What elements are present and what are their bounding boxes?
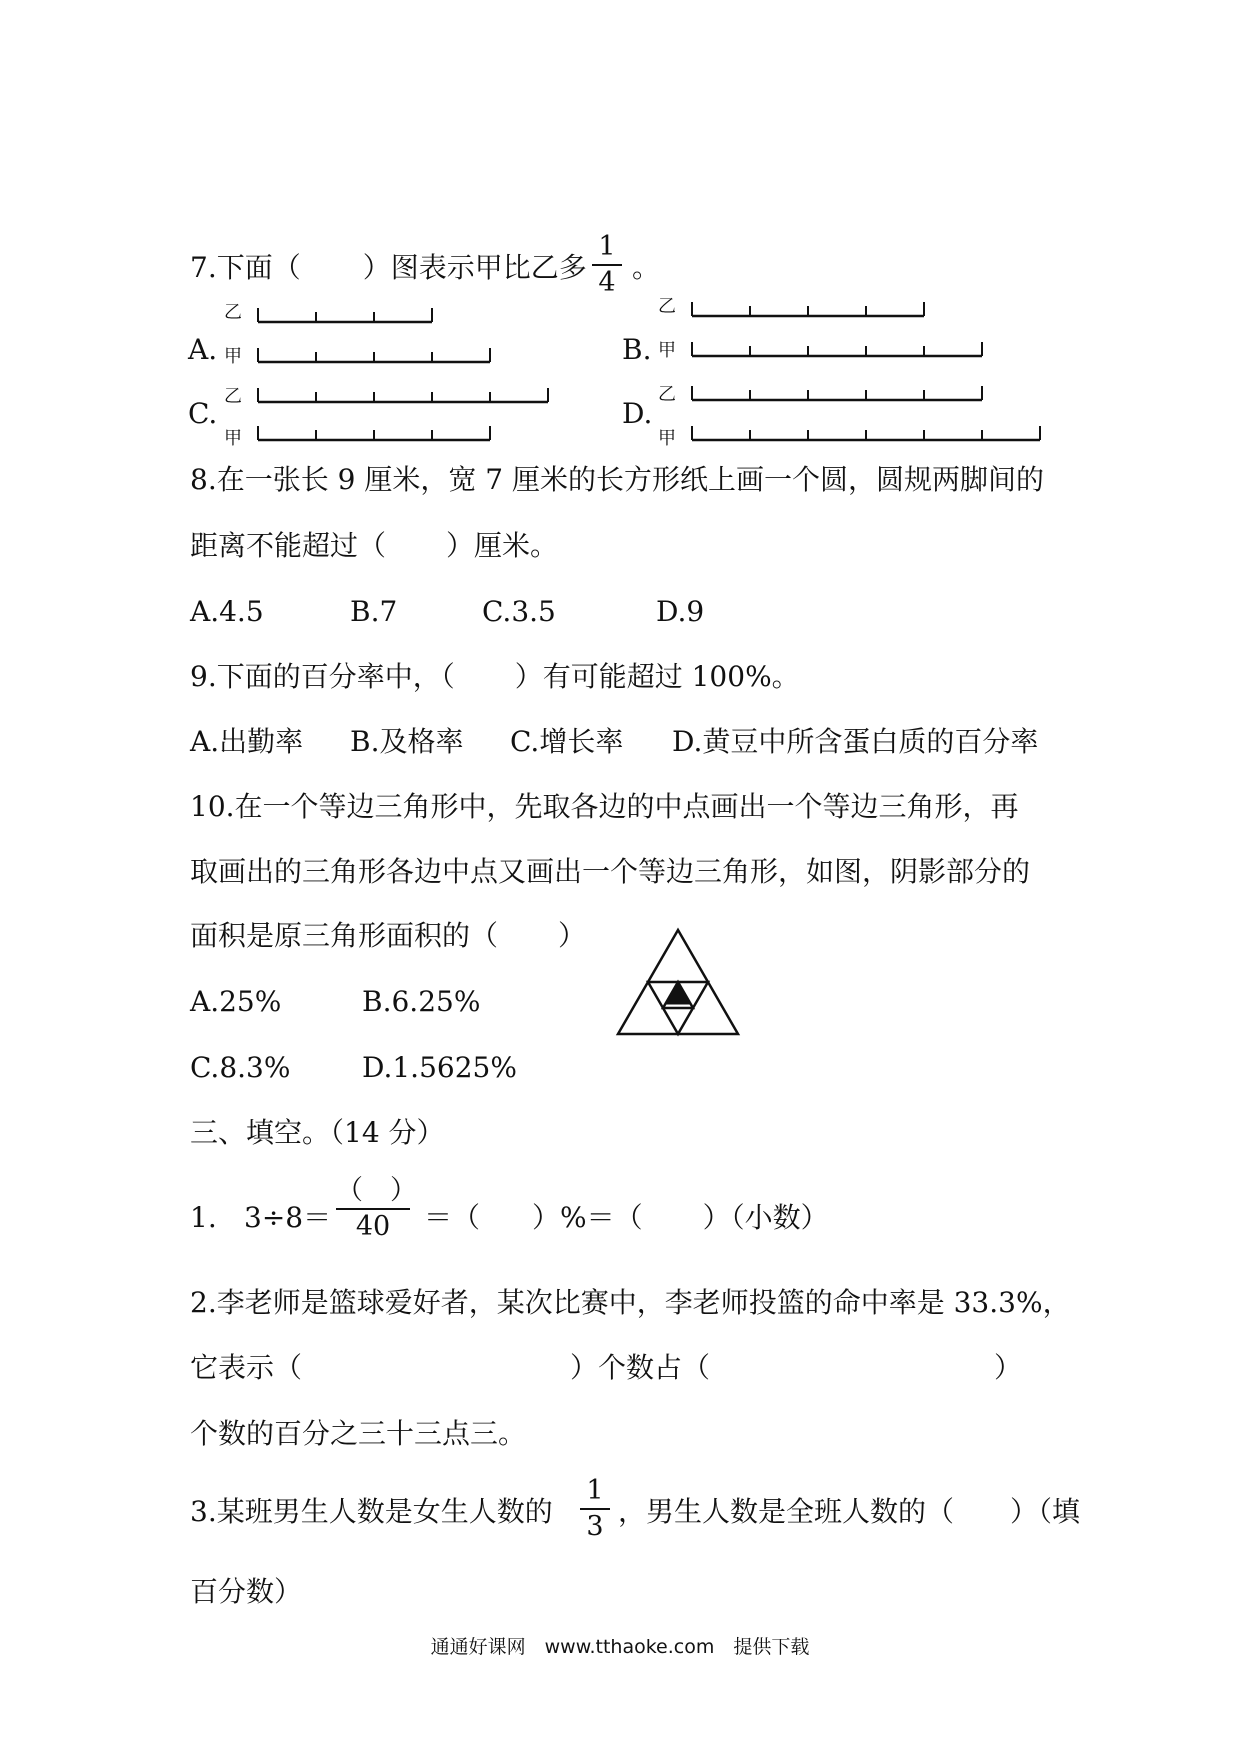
q9-option-c: C.增长率 xyxy=(510,725,624,758)
q7-frac-num: 1 xyxy=(598,231,616,262)
q9-option-a: A.出勤率 xyxy=(190,725,304,758)
q7-b-jia-label: 甲 xyxy=(658,340,676,361)
f3-line1-b: ，男生人数是全班人数的（ xyxy=(618,1495,955,1528)
q10-line3-a: 面积是原三角形面积的（ xyxy=(190,919,499,952)
q10-line3-b: ） xyxy=(558,919,587,952)
f1-frac-bar xyxy=(336,1208,410,1210)
q10-option-b: B.6.25% xyxy=(362,985,481,1018)
q8-line1: 8.在一张长 9 厘米，宽 7 厘米的长方形纸上画一个圆，圆规两脚间的 xyxy=(190,463,1044,496)
q10-option-a: A.25% xyxy=(190,985,282,1018)
q8-option-d: D.9 xyxy=(656,595,705,628)
f2-line2-c: ） xyxy=(994,1351,1023,1384)
q7-d-jia-bar xyxy=(692,426,1040,440)
q7-d-jia-label: 甲 xyxy=(658,428,676,449)
shaded-triangle xyxy=(666,984,690,1004)
q7-c-jia-label: 甲 xyxy=(224,428,242,449)
f2-line2-b: ）个数占（ xyxy=(570,1351,711,1384)
q7-c-yi-label: 乙 xyxy=(224,386,242,407)
q7-option-b-letter: B. xyxy=(622,333,652,366)
f1-frac-num: （ ） xyxy=(336,1175,417,1206)
segment-bars xyxy=(258,302,1040,440)
q7-option-d-letter: D. xyxy=(622,397,653,430)
q7-d-yi-label: 乙 xyxy=(658,384,676,405)
q7-text-b: ）图表示甲比乙多 xyxy=(362,251,587,284)
q7-frac-den: 4 xyxy=(598,267,616,298)
f1-fraction xyxy=(336,1175,417,1242)
q10-line2: 取画出的三角形各边中点又画出一个等边三角形，如图，阴影部分的 xyxy=(190,855,1031,888)
f1-rest-c: ）（小数） xyxy=(702,1201,829,1234)
f2-line2 xyxy=(190,1350,1022,1386)
f2-line1: 2.李老师是篮球爱好者，某次比赛中，李老师投篮的命中率是 33.3%， xyxy=(190,1286,1071,1319)
q7-b-jia-bar xyxy=(692,342,982,356)
q8-line2-b: ）厘米。 xyxy=(446,529,559,562)
q10-option-c: C.8.3% xyxy=(190,1051,291,1084)
f3-line1-rest xyxy=(618,1494,1080,1530)
nested-triangle-figure xyxy=(618,930,738,1034)
section-3-title: 三、填空。（14 分） xyxy=(190,1116,445,1149)
q7-a-yi-label: 乙 xyxy=(224,302,242,323)
f1-expression: 3÷8＝ xyxy=(244,1201,332,1234)
q9-option-b: B.及格率 xyxy=(350,725,464,758)
f1-frac-den: 40 xyxy=(355,1211,391,1242)
q7-option-c-letter: C. xyxy=(188,397,218,430)
q7-c-jia-bar xyxy=(258,426,490,440)
q7-a-yi-bar xyxy=(258,308,432,322)
f3-frac-den: 3 xyxy=(586,1511,604,1542)
footer-credit: 通通好课网 www.tthaoke.com 提供下载 xyxy=(430,1636,810,1658)
f1-rest-a: ＝（ xyxy=(424,1201,481,1234)
f3-frac-num: 1 xyxy=(586,1475,604,1506)
q7-a-jia-label: 甲 xyxy=(224,346,242,367)
f3-frac-bar xyxy=(580,1508,610,1510)
q9-option-d: D.黄豆中所含蛋白质的百分率 xyxy=(672,725,1039,758)
q10-line3 xyxy=(190,918,586,954)
q7-c-yi-bar xyxy=(258,388,548,402)
f3-line1-c: ）（填 xyxy=(1010,1495,1081,1528)
q8-line2 xyxy=(190,528,558,564)
f3-line1-a: 3.某班男生人数是女生人数的 xyxy=(190,1495,553,1528)
f3-line2: 百分数） xyxy=(190,1575,303,1608)
f1-rest-b: ）%＝（ xyxy=(532,1201,643,1234)
q7-a-jia-bar xyxy=(258,348,490,362)
q8-line2-a: 距离不能超过（ xyxy=(190,529,387,562)
q10-option-d: D.1.5625% xyxy=(362,1051,517,1084)
f1-number: 1. xyxy=(190,1201,217,1234)
f2-line3: 个数的百分之三十三点三。 xyxy=(190,1417,527,1450)
q7-b-yi-label: 乙 xyxy=(658,296,676,317)
q7-end: 。 xyxy=(632,251,661,284)
q9-line1-a: 9.下面的百分率中，（ xyxy=(190,660,455,693)
f3-fraction xyxy=(580,1476,610,1542)
q8-option-c: C.3.5 xyxy=(482,595,556,628)
f1-rest xyxy=(424,1200,829,1236)
q8-option-a: A.4.5 xyxy=(190,595,264,628)
q8-option-b: B.7 xyxy=(350,595,398,628)
q10-line1: 10.在一个等边三角形中，先取各边的中点画出一个等边三角形，再 xyxy=(190,790,1019,823)
q7-text-a: 7.下面（ xyxy=(190,251,301,284)
q7-option-a-letter: A. xyxy=(188,333,218,366)
q9-line1-b: ）有可能超过 100%。 xyxy=(514,660,800,693)
f2-line2-a: 它表示（ xyxy=(190,1351,303,1384)
q9-line1 xyxy=(190,659,800,695)
q7-b-yi-bar xyxy=(692,302,924,316)
q7-d-yi-bar xyxy=(692,386,982,400)
